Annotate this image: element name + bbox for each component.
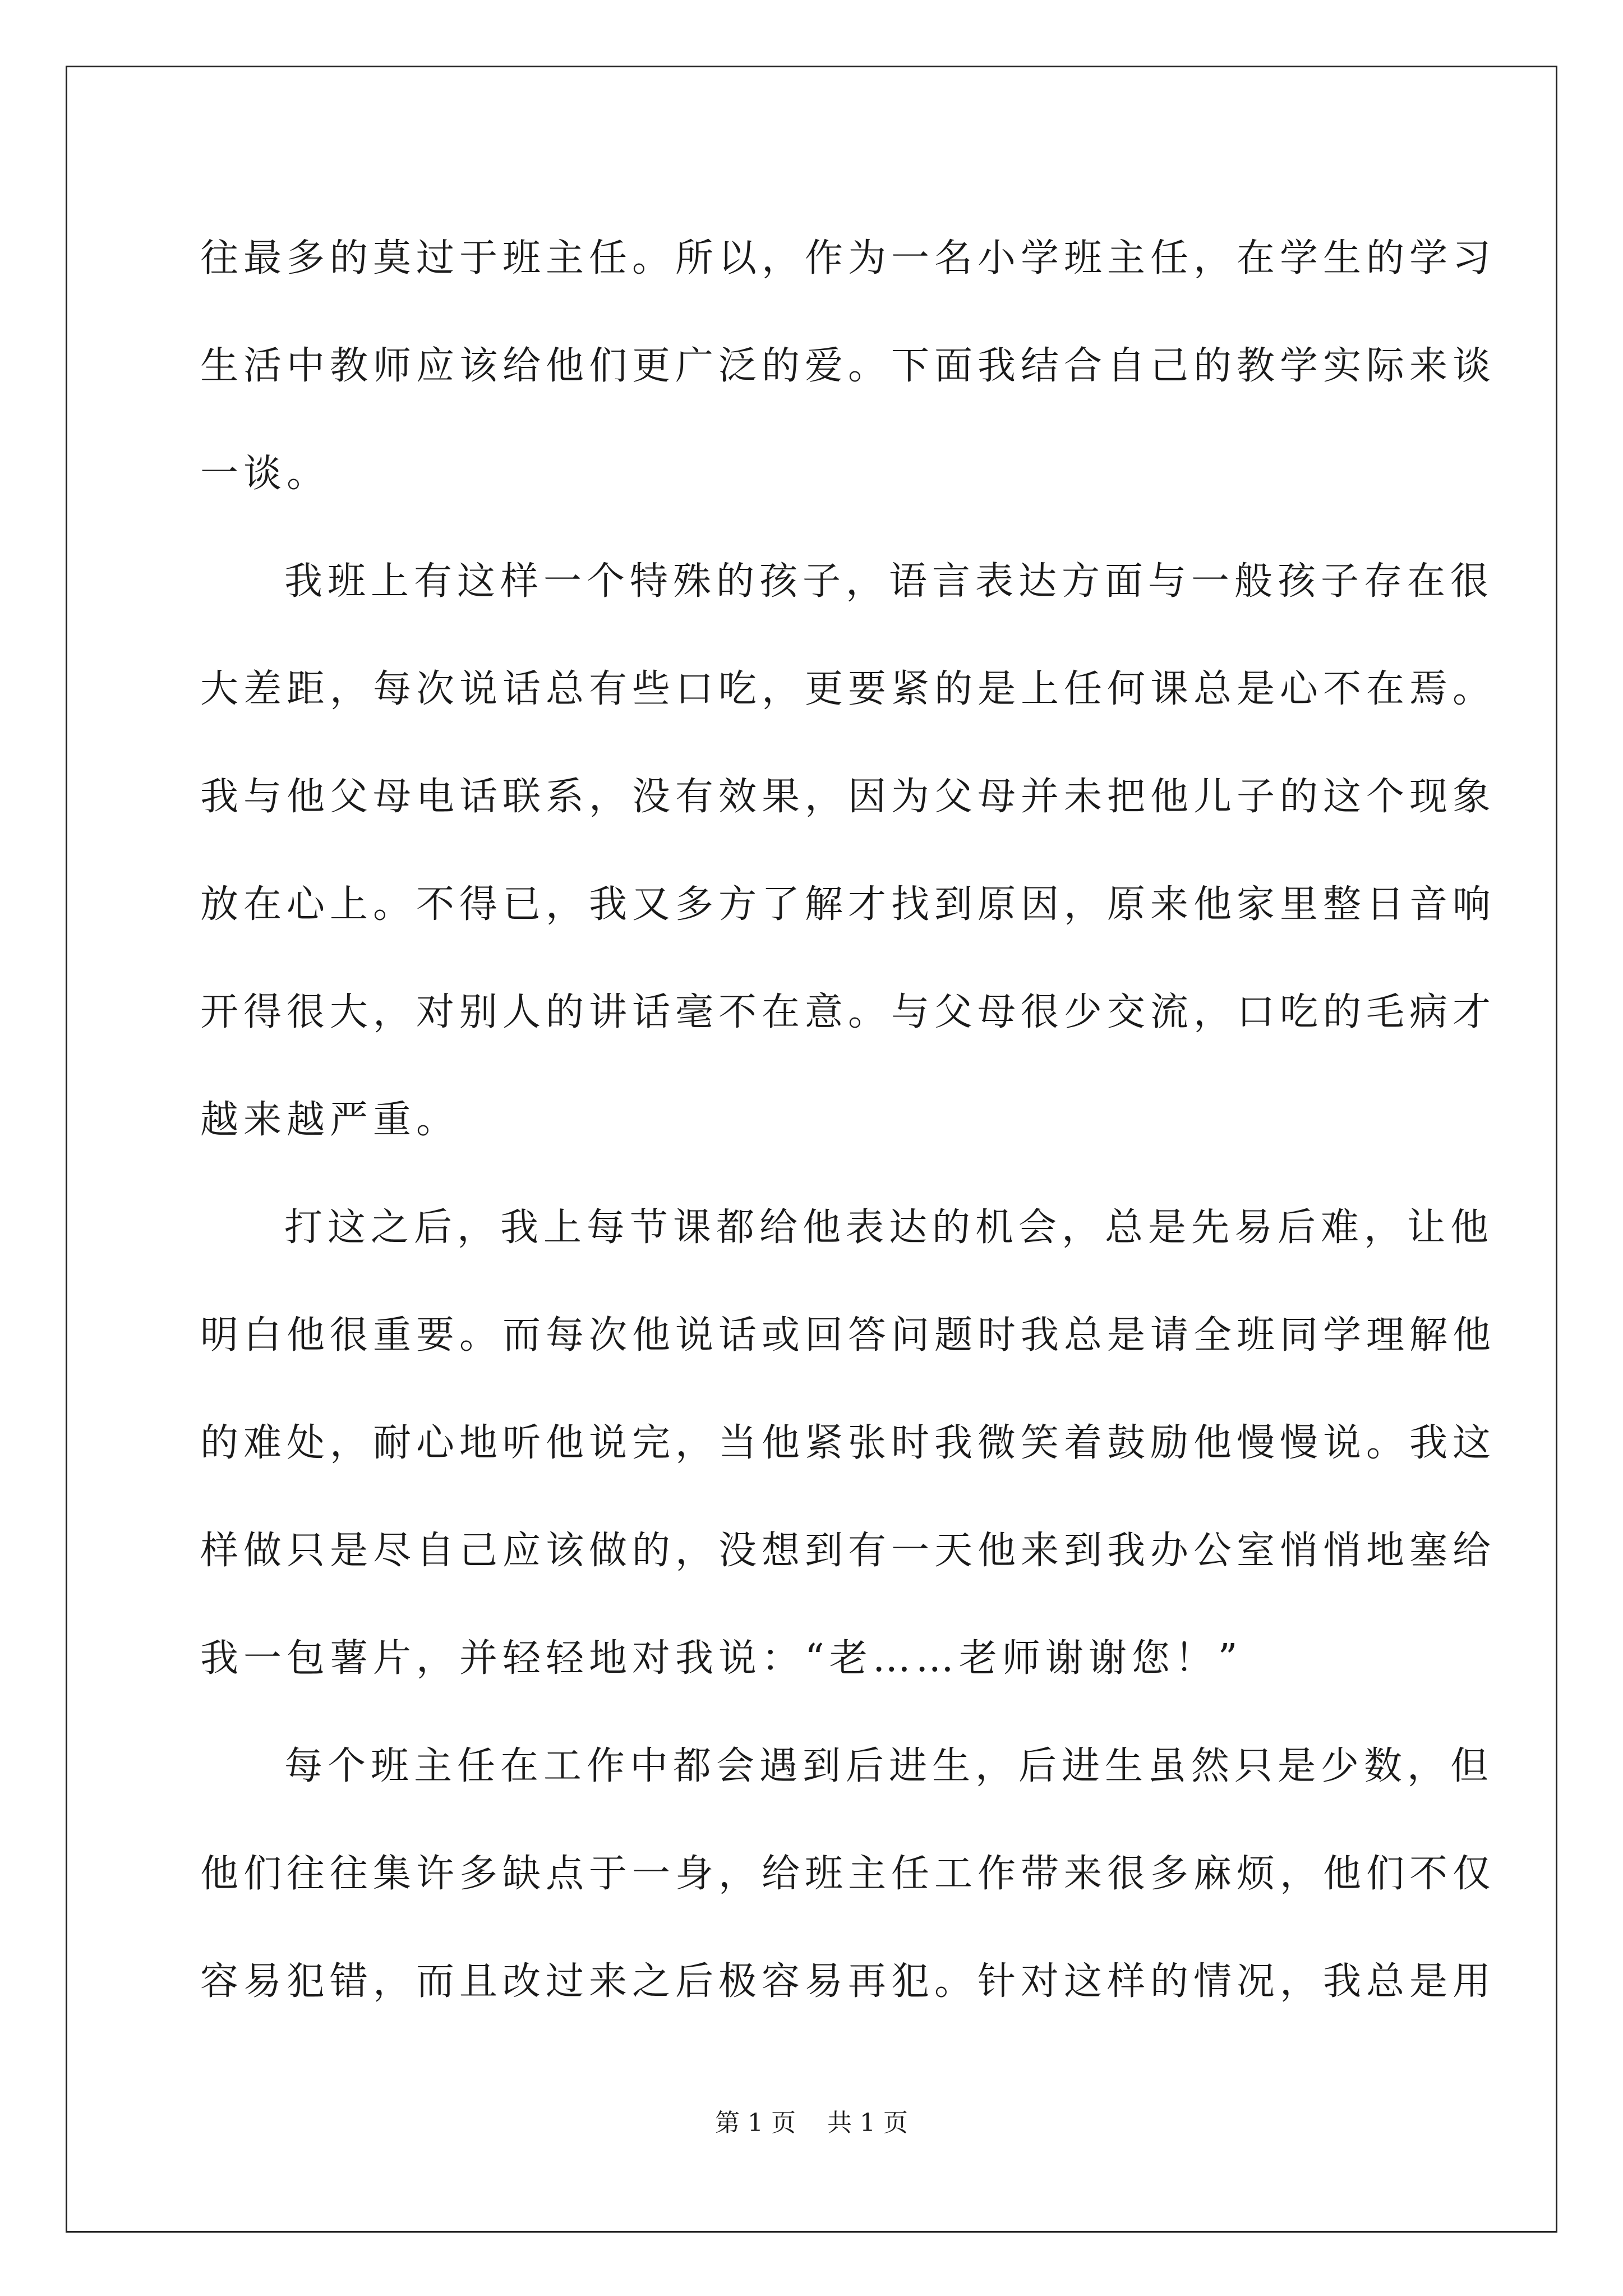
paragraph-first-line: 每个班主任在工作中都会遇到后进生，后进生虽然只是少数，但 [284, 1744, 1494, 1788]
text-line: 一谈。 [200, 452, 330, 496]
text-line: 生活中教师应该给他们更广泛的爱。下面我结合自己的教学实际来谈 [200, 344, 1496, 388]
text-line: 的难处，耐心地听他说完，当他紧张时我微笑着鼓励他慢慢说。我这 [200, 1421, 1496, 1465]
text-line: 越来越严重。 [200, 1098, 460, 1142]
text-line: 放在心上。不得已，我又多方了解才找到原因，原来他家里整日音响 [200, 882, 1496, 927]
text-line: 我一包薯片，并轻轻地对我说：“老……老师谢谢您！” [200, 1636, 1243, 1681]
text-line: 大差距，每次说话总有些口吃，更要紧的是上任何课总是心不在焉。 [200, 667, 1496, 711]
paragraph-first-line: 我班上有这样一个特殊的孩子，语言表达方面与一般孩子存在很 [284, 559, 1494, 604]
text-line: 样做只是尽自己应该做的，没想到有一天他来到我办公室悄悄地塞给 [200, 1529, 1496, 1573]
paragraph-first-line: 打这之后，我上每节课都给他表达的机会，总是先易后难，让他 [284, 1205, 1494, 1250]
text-line: 开得很大，对别人的讲话毫不在意。与父母很少交流，口吃的毛病才 [200, 990, 1496, 1034]
text-line: 明白他很重要。而每次他说话或回答问题时我总是请全班同学理解他 [200, 1313, 1496, 1358]
text-line: 我与他父母电话联系，没有效果，因为父母并未把他儿子的这个现象 [200, 775, 1496, 819]
document-body [200, 205, 1496, 2036]
page-number-footer: 第 1 页 共 1 页 [715, 2109, 908, 2137]
text-line: 往最多的莫过于班主任。所以，作为一名小学班主任，在学生的学习 [200, 236, 1496, 280]
text-line: 他们往往集许多缺点于一身，给班主任工作带来很多麻烦，他们不仅 [200, 1852, 1496, 1896]
text-line: 容易犯错，而且改过来之后极容易再犯。针对这样的情况，我总是用 [200, 1959, 1496, 2004]
